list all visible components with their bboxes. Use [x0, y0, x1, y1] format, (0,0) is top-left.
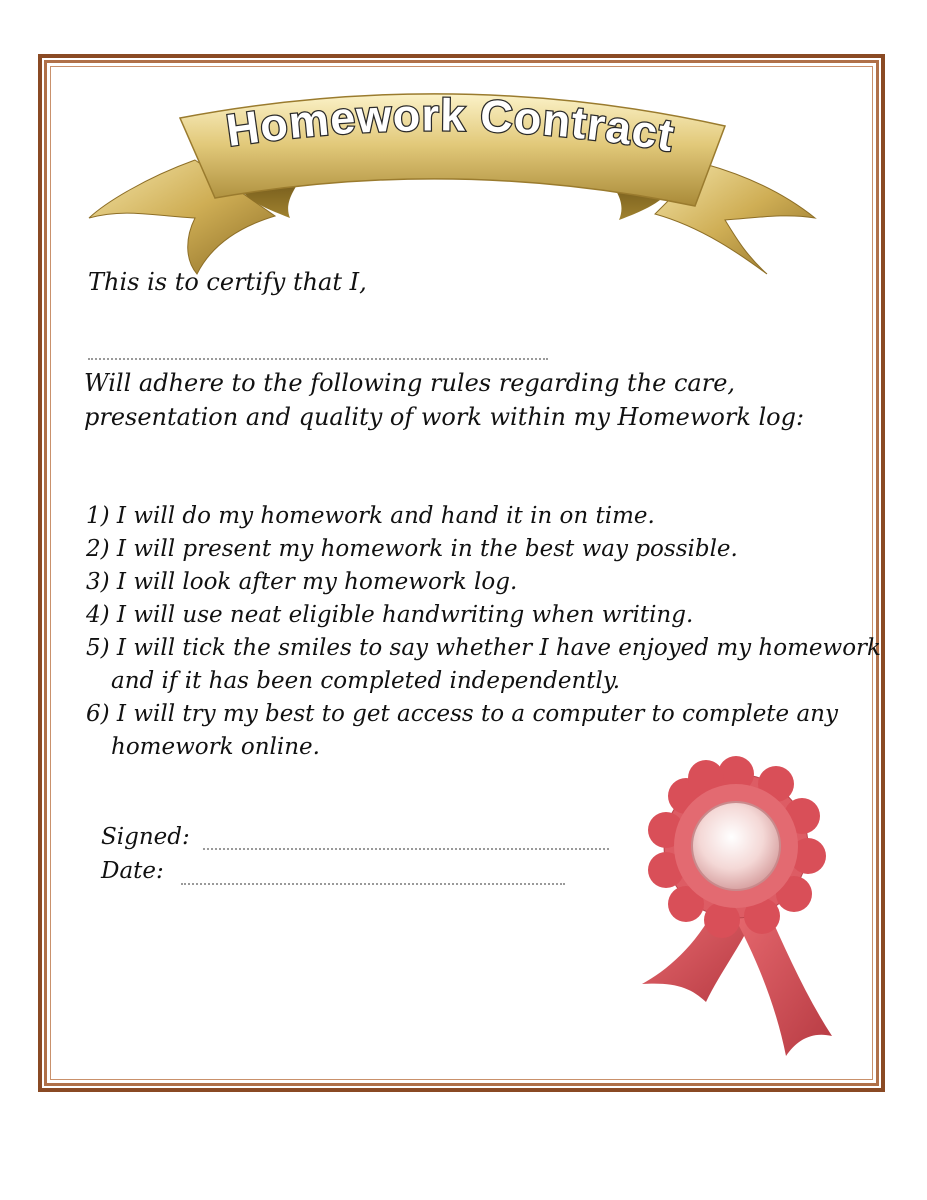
rule-item: 4) I will use neat eligible handwriting when writing. [86, 602, 694, 628]
contract-title: Homework Contract [223, 89, 679, 162]
name-dotted-line [88, 358, 548, 360]
rule-item: 2) I will present my homework in the best way possible. [86, 536, 738, 562]
rules-list [86, 500, 886, 764]
certify-intro: This is to certify that I, [88, 268, 367, 296]
award-rosette-icon [636, 756, 846, 1076]
title-ribbon-banner [85, 78, 825, 278]
adhere-statement: Will adhere to the following rules regarding the care, presentation and quality of work within my Homework log: [84, 369, 805, 431]
rule-item: 5) I will tick the smiles to say whether I have enjoyed my homework and if it has been completed independently. [86, 635, 881, 694]
signature-dotted-line [203, 848, 609, 850]
date-label: Date: [101, 858, 164, 884]
rule-item: 3) I will look after my homework log. [86, 569, 518, 595]
rule-item: 1) I will do my homework and hand it in on time. [86, 503, 655, 529]
rule-item: 6) I will try my best to get access to a computer to complete any homework online. [86, 701, 838, 760]
signed-label: Signed: [101, 824, 190, 850]
date-dotted-line [181, 883, 565, 885]
